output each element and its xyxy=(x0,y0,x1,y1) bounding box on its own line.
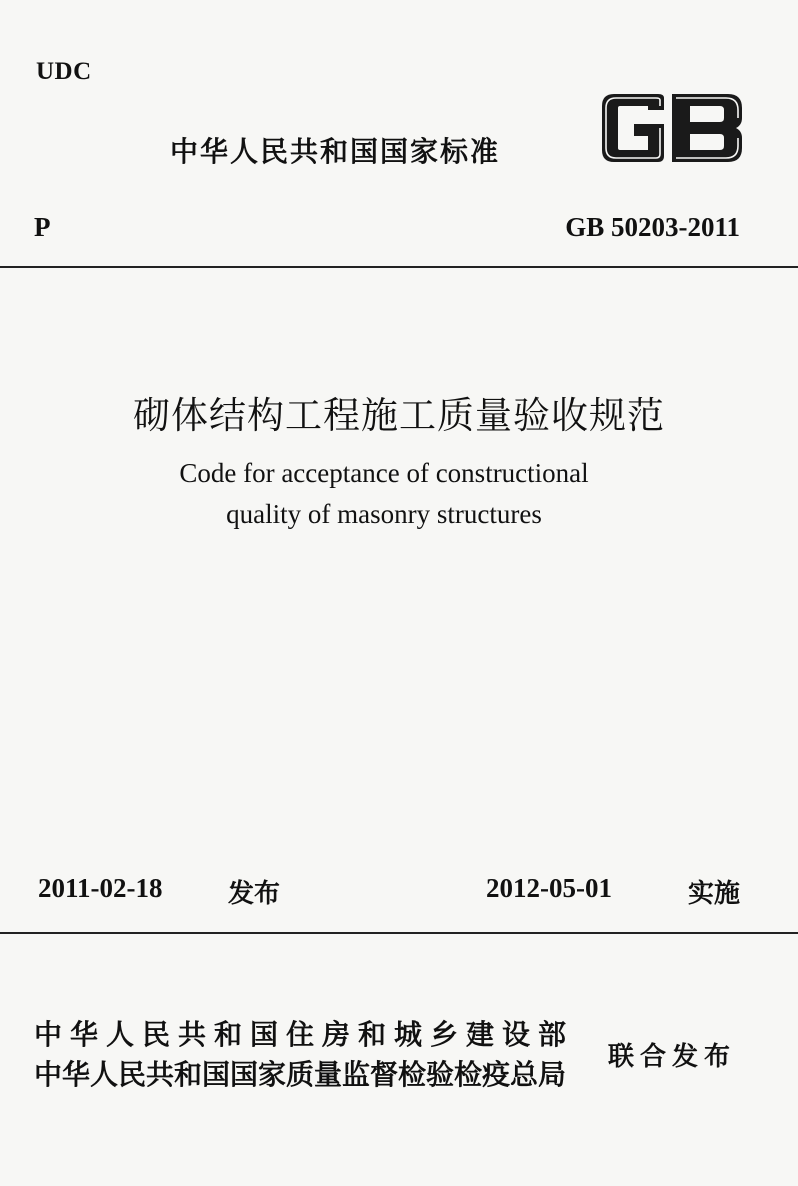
implementation-date: 2012-05-01 xyxy=(486,873,612,903)
implementation-label: 实施 xyxy=(688,879,741,909)
document-title-chinese: 砌体结构工程施工质量验收规范 xyxy=(133,394,665,437)
standard-number: GB 50203-2011 xyxy=(565,212,740,242)
issue-label: 发布 xyxy=(228,879,281,909)
category-code: P xyxy=(34,212,51,242)
national-standard-heading: 中华人民共和国国家标准 xyxy=(170,135,501,168)
bottom-divider xyxy=(0,932,798,934)
document-title-english-line2: quality of masonry structures xyxy=(226,499,542,529)
issuer-quality-administration: 中华人民共和国国家质量监督检验检疫总局 xyxy=(34,1058,567,1091)
udc-label: UDC xyxy=(36,58,92,85)
joint-release-label: 联合发布 xyxy=(608,1042,737,1072)
document-title-english-line1: Code for acceptance of constructional xyxy=(179,458,589,488)
issue-date: 2011-02-18 xyxy=(38,873,163,903)
issuer-ministry-housing: 中华人民共和国住房和城乡建设部 xyxy=(34,1018,575,1051)
gb-logo-icon xyxy=(598,92,746,164)
top-divider xyxy=(0,266,798,268)
